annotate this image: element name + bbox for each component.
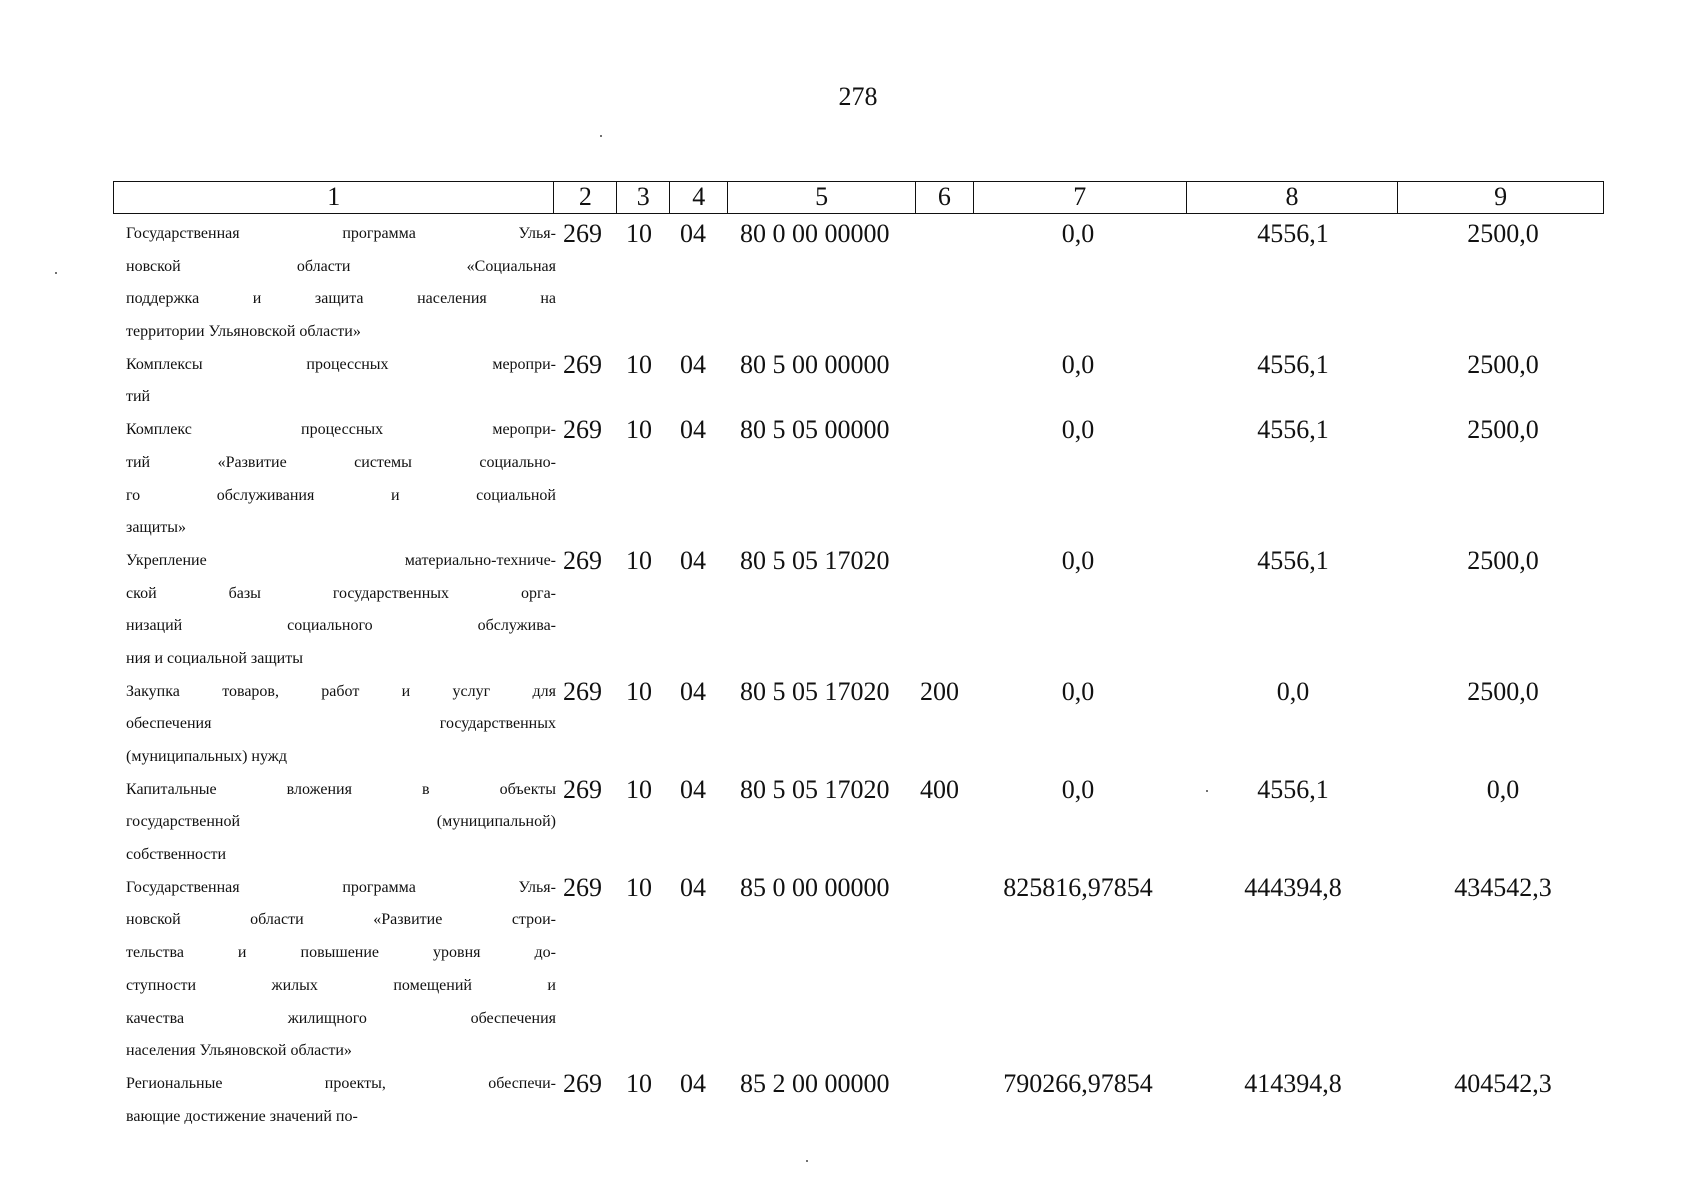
- table-row: [113, 872, 1604, 1068]
- cell-target-article: 85 0 00 00000: [740, 872, 890, 902]
- cell-amount-col7: 0,0: [1061, 219, 1095, 248]
- cell-amount-col7: 790266,97854: [1003, 1068, 1153, 1098]
- row-name-line: защиты»: [126, 519, 187, 537]
- cell-amount-col7: 0,0: [1061, 676, 1095, 706]
- row-name-line: го обслуживания и социальной: [126, 486, 556, 504]
- cell-amount-col8: 414394,8: [1244, 1068, 1342, 1098]
- cell-amount-col8: 4556,1: [1257, 349, 1329, 379]
- page-number: 278: [838, 82, 878, 111]
- row-name-line: Региональные проекты, обеспечи-: [126, 1074, 556, 1092]
- scan-speck: [1206, 790, 1208, 792]
- cell-ministry: 269: [563, 774, 602, 804]
- row-name-line: тельства и повышение уровня до-: [126, 944, 556, 962]
- row-name-line: территории Ульяновской области»: [126, 323, 361, 341]
- table-row: [113, 545, 1604, 676]
- row-name: [126, 676, 556, 774]
- row-name: [126, 349, 556, 414]
- cell-amount-col7: 825816,97854: [1003, 872, 1153, 902]
- row-name-line: Укрепление материально-техниче-: [126, 551, 556, 569]
- row-name-line: низаций социального обслужива-: [126, 617, 556, 635]
- cell-amount-col9: 2500,0: [1467, 415, 1539, 445]
- cell-amount-col8: 4556,1: [1257, 415, 1329, 445]
- cell-amount-col8: 4556,1: [1257, 219, 1329, 248]
- table-row: [113, 774, 1604, 872]
- row-name-line: тий: [126, 388, 151, 406]
- header-cell-8: 8: [1187, 182, 1399, 213]
- header-cell-9: 9: [1494, 182, 1508, 211]
- table-body: [113, 218, 1604, 1133]
- row-name-line: Комплекс процессных меропри-: [126, 421, 556, 439]
- table-row: [113, 1068, 1604, 1133]
- header-cell-4: 4: [670, 182, 728, 213]
- table-row: [113, 414, 1604, 545]
- cell-section: 10: [626, 676, 652, 706]
- scan-speck: [600, 135, 602, 137]
- header-cell-6: 6: [916, 182, 974, 213]
- cell-amount-col7: 0,0: [1061, 415, 1095, 445]
- cell-section: 10: [626, 545, 652, 575]
- cell-amount-col7: 0,0: [1061, 349, 1095, 379]
- cell-amount-col9: 434542,3: [1454, 872, 1552, 902]
- row-name-line: новской области «Развитие строи-: [126, 911, 556, 929]
- table-row: [113, 676, 1604, 774]
- row-name-line: Комплексы процессных меропри-: [126, 355, 556, 373]
- table-row: [113, 349, 1604, 414]
- header-cell-2: 2: [554, 182, 617, 213]
- cell-ministry: 269: [563, 1068, 602, 1098]
- row-name-line: населения Ульяновской области»: [126, 1042, 352, 1060]
- row-name-line: ния и социальной защиты: [126, 649, 303, 667]
- cell-subsection: 04: [680, 1068, 706, 1098]
- cell-amount-col9: 2500,0: [1467, 676, 1539, 706]
- cell-amount-col7: 0,0: [1061, 545, 1095, 575]
- cell-section: 10: [626, 1068, 652, 1098]
- row-name-line: ской базы государственных орга-: [126, 584, 556, 602]
- cell-subsection: 04: [680, 415, 706, 445]
- cell-amount-col9: 2500,0: [1467, 349, 1539, 379]
- header-cell-7: 7: [974, 182, 1187, 213]
- cell-section: 10: [626, 774, 652, 804]
- cell-subsection: 04: [680, 676, 706, 706]
- row-name: [126, 414, 556, 545]
- row-name-line: государственной (муниципальной): [126, 813, 556, 831]
- cell-amount-col9: 2500,0: [1467, 219, 1539, 248]
- cell-target-article: 80 5 05 00000: [740, 415, 890, 445]
- row-name-line: Закупка товаров, работ и услуг для: [126, 682, 556, 700]
- cell-target-article: 80 5 05 17020: [740, 774, 890, 804]
- cell-subsection: 04: [680, 774, 706, 804]
- row-name-line: поддержка и защита населения на: [126, 290, 556, 308]
- row-name-line: вающие достижение значений по-: [126, 1107, 358, 1125]
- cell-subsection: 04: [680, 349, 706, 379]
- cell-subsection: 04: [680, 219, 706, 248]
- header-cell-3: 3: [617, 182, 670, 213]
- header-cell-5: 5: [728, 182, 916, 213]
- row-name-line: ступности жилых помещений и: [126, 976, 556, 994]
- cell-section: 10: [626, 415, 652, 445]
- cell-amount-col8: 4556,1: [1257, 545, 1329, 575]
- cell-ministry: 269: [563, 545, 602, 575]
- cell-target-article: 80 5 00 00000: [740, 349, 890, 379]
- row-name: [126, 1068, 556, 1133]
- cell-amount-col7: 0,0: [1061, 774, 1095, 804]
- cell-target-article: 80 0 00 00000: [740, 219, 890, 248]
- table-header: [113, 181, 1604, 214]
- cell-ministry: 269: [563, 676, 602, 706]
- cell-amount-col9: 404542,3: [1454, 1068, 1552, 1098]
- cell-ministry: 269: [563, 415, 602, 445]
- cell-ministry: 269: [563, 872, 602, 902]
- table-row: [113, 218, 1604, 349]
- cell-section: 10: [626, 349, 652, 379]
- cell-expense-type: 400: [920, 774, 959, 804]
- scan-speck: [806, 1160, 808, 1162]
- row-name-line: новской области «Социальная: [126, 257, 556, 275]
- row-name-line: тий «Развитие системы социально-: [126, 453, 556, 471]
- scan-speck: [55, 272, 57, 274]
- row-name: [126, 218, 556, 349]
- cell-target-article: 80 5 05 17020: [740, 676, 890, 706]
- cell-amount-col9: 0,0: [1486, 774, 1520, 804]
- cell-amount-col8: 0,0: [1276, 676, 1310, 706]
- cell-amount-col8: 4556,1: [1257, 774, 1329, 804]
- cell-subsection: 04: [680, 872, 706, 902]
- cell-section: 10: [626, 872, 652, 902]
- cell-target-article: 80 5 05 17020: [740, 545, 890, 575]
- row-name-line: (муниципальных) нужд: [126, 748, 287, 765]
- cell-ministry: 269: [563, 219, 602, 248]
- cell-amount-col9: 2500,0: [1467, 545, 1539, 575]
- row-name: [126, 774, 556, 872]
- row-name-line: обеспечения государственных: [126, 715, 556, 733]
- row-name-line: собственности: [126, 846, 227, 864]
- row-name: [126, 872, 556, 1068]
- row-name-line: Государственная программа Улья-: [126, 878, 556, 896]
- row-name: [126, 545, 556, 676]
- row-name-line: Государственная программа Улья-: [126, 225, 556, 242]
- row-name-line: Капитальные вложения в объекты: [126, 780, 556, 798]
- cell-expense-type: 200: [920, 676, 959, 706]
- header-cell-1: 1: [114, 182, 554, 213]
- cell-subsection: 04: [680, 545, 706, 575]
- cell-ministry: 269: [563, 349, 602, 379]
- row-name-line: качества жилищного обеспечения: [126, 1009, 556, 1027]
- cell-section: 10: [626, 219, 652, 248]
- cell-target-article: 85 2 00 00000: [740, 1068, 890, 1098]
- cell-amount-col8: 444394,8: [1244, 872, 1342, 902]
